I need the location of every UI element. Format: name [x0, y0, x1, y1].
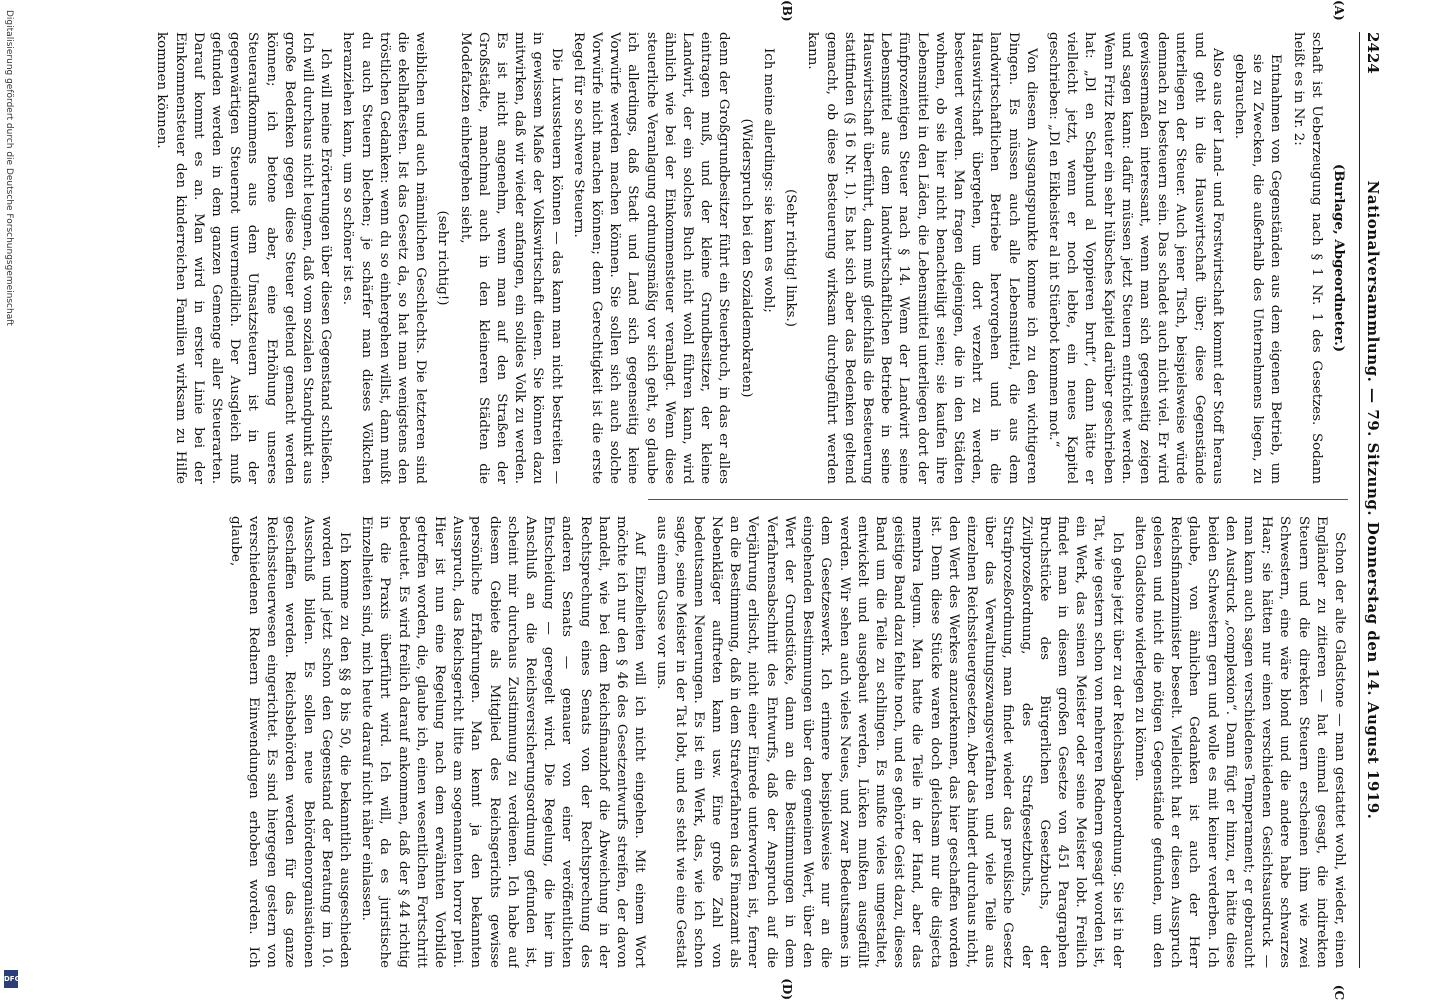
paragraph: denn der Großgrundbesitzer führt ein Steuerbuch, in das er alles eintragen muß, und der kleine Grundbesitzer, der kleine Landwirt, der ein solches Buch nicht wohl führen kann, wird ähnlich wie bei der Einkommensteuer veranlagt. Wenn diese steuerliche Veranlagung ordnungsmäßig vor sich geht, so glaube ich allerdings, daß Stadt und Land sich gegenseitig keine Vorwürfe werden machen können. Sie sollen sich auch solche Vorwürfe nicht machen können; denn Gerechtigkeit ist die erste Regel für so schwere Steuern.: [570, 32, 732, 484]
margin-marker-c: (C: [1332, 984, 1346, 1000]
column-divider: [648, 499, 1348, 500]
paragraph: Ich meine allerdings: sie kann es wohl;: [760, 48, 776, 313]
paragraph: Also aus der Land- und Forstwirtschaft kommt der Stoff heraus und geht in die Hauswirtschaft über; diese Gegenstände unterliegen der Steuer. Auch jener Tisch, beispielsweise würde demnach zu besteuern sein. Das schadet auch nicht viel. Er wird gewissermaßen interessant, wenn man sich gegenseitig zeigen und sagen kann: dafür müssen jetzt Steuern entrichtet werden. Wenn Fritz Reuter ein sehr hübsches Kapitel darüber geschrieben hat: „Dl en Schaphund al Voppieren bruft“, dann hätte er vielleicht jetzt, wenn er noch lebte, ein neues Kapitel geschrieben: „Dl en Eikheister al int Stüerbot kommen mot.“: [1045, 32, 1225, 484]
page-title: Nationalversammlung. — 79. Sitzung. Donnerstag den 14. August 1919.: [1364, 180, 1382, 820]
paragraph: Ich gehe jetzt über zu der Reichsabgabenordnung. Sie ist in der Tat, wie gestern schon von mehreren Rednern gesagt worden ist, ein Werk, das seinen Meister oder seine Meister lobt. Freilich findet man in diesem großen Gesetze von 451 Paragraphen Bruchstücke des Bürgerlichen Gesetzbuchs, der Zivilprozeßordnung, des Strafgesetzbuchs, der Strafprozeßordnung, man findet wieder das preußische Gesetz über das Verwaltungszwangsverfahren und viele Teile aus einzelnen Reichssteuergesetzen. Aber das hindert durchaus nicht, den Wert des Werkes anzuerkennen, das hier geschaffen worden ist. Denn diese Stücke waren doch gleichsam nur die disjecta membra legum. Man hatte die Teile in der Hand, aber das geistige Band dazu fehlte noch, und es gehörte Geist dazu, dieses Band um die Teile zu schlingen. Es mußte vieles umgestaltet, entwickelt und ausgebaut werden, Lücken mußten ausgefüllt werden. Wir sehen auch vieles Neues, und zwar Bedeutsames in dem Gesetzeswerk. Ich erinnere beispielsweise nur an die eingehenden Bestimmungen über den gemeinen Wert, über den Wert der Grundstücke, dann an die Bestimmungen in dem Verfahrensabschnitt des Entwurfs, daß der Anspruch auf die Verjährung erlischt, nicht einer Einrede unterworfen ist, ferner an die Bestimmung, daß in dem Strafverfahren das Finanzamt als Nebenkläger auftreten kann usw. Eine große Zahl von bedeutsamen Neuerungen. Es ist ein Werk, das, wie ich schon sagte, seine Meister in der Tat lobt, und es steht wie eine Gestalt aus einem Gusse vor uns.: [654, 516, 1125, 968]
speaker-line: [1329, 32, 1348, 484]
interjection: (Widerspruch bei den Sozialdemokraten): [738, 118, 754, 398]
paragraph: schaft ist Ueberzeugung nach § 1 Nr. 1 des Gesetzes. Sodann heißt es in Nr. 2:: [1290, 32, 1324, 484]
paragraph: Schon der alte Gladstone — man gestattet wohl, wieder, einen Engländer zu zitieren — hat einmal gesagt, die indirekten Steuern und die direkten Steuern erscheinen ihm wie zwei Schwestern, eine wäre blond und die andere habe schwarzes Haar; sie hätten nur einen verschiedenen Gesichtsausdruck — man kann auch sagen verschiedenes Temperament; er gebraucht den Ausdruck „complexion“. Dann fügt er hinzu, er hätte diese beiden Schwestern gern und wolle es mit keiner verderben. Ich glaube, von ähnlichen Gedanken ist auch der Herr Reichsfinanzminister beseelt. Vielleicht hat er diesen Ausspruch gelesen und nicht die nötigen Gegenstände gefunden, um den alten Gladstone widerlegen zu können.: [1131, 516, 1347, 968]
text-columns: [64, 32, 1348, 968]
dfg-logo-icon: DFG: [4, 970, 18, 988]
speaker-name: (Burlage, Abgeordneter.): [1331, 163, 1347, 353]
left-column: [64, 32, 1348, 484]
interjection: (sehr richtig!): [435, 210, 451, 306]
paragraph: Die Luxussteuern können — das kann man nicht bestreiten — in gewissem Maße der Volkswirtschaft dienen. Sie können dazu mitwirken, daß wir wieder anfangen, ein solides Volk zu werden. Es ist nicht angenehm, wenn man auf den Straßen der Großstädte, manchmal auch in den kleineren Städten die Modefatzen einhergehen sieht,: [457, 32, 564, 484]
rotated-page: [54, 0, 1394, 1000]
paragraph: Auf Einzelheiten will ich nicht eingehen. Mit einem Wort möchte ich nur den § 46 des Gesetzentwurfs streifen, der davon handelt, wie bei dem Reichsfinanzhof die Abweichung in der Rechtsprechung eines Senats von der Rechtsprechung des anderen Senats — genauer von einer veröffentlichten Entscheidung — geregelt wird. Die Regelung, die hier im Anschluß an die Reichsversicherungsordnung gefunden ist, scheint mir durchaus Zustimmung zu verdienen. Ich habe auf diesem Gebiete als Mitglied des Reichsgerichts gewisse persönliche Erfahrungen. Man kennt ja den bekannten Ausspruch, das Reichsgericht litte am sogenannten horror pleni. Hier ist nun eine Regelung nach dem erwähnten Vorbilde getroffen worden, die, glaube ich, einen wesentlichen Fortschritt bedeutet. Es wird freilich darauf ankommen, daß der § 44 richtig in die Praxis überführt wird. Ich will, da es juristische Einzelheiten sind, mich heute darauf nicht näher einlassen.: [359, 516, 648, 968]
margin-marker-d: (D): [780, 978, 794, 1000]
margin-marker-a: (A): [1332, 0, 1346, 21]
paragraph: Von diesem Ausgangspunkte komme ich zu den wichtigeren Dingen. Es müssen auch alle Lebensmittel, die aus dem landwirtschaftlichen Betriebe hervorgehen und in die Hauswirtschaft übergehen, um dort verzehrt zu werden, besteuert werden. Man fragen diejenigen, die in den Städten wohnen, ob sie hier nicht benachteiligt seien; sie kaufen ihre Lebensmittel in den Läden, die Lebensmittel unterliegen dort der fünfprozentigen Steuer nach § 14. Wenn der Landwirt seine Lebensmittel aus dem landwirtschaftlichen Betriebe in seine Hauswirtschaft überführt, dann muß gleichfalls die Besteuerung stattfinden (§ 16 Nr. 1). Es hat sich aber das Bedenken geltend gemacht, ob diese Besteuerung wirksam durchgeführt werden kann.: [805, 32, 1039, 484]
digitization-footer: [2, 10, 20, 990]
page-number: 2424: [1364, 32, 1382, 74]
margin-marker-b: (B): [780, 0, 794, 22]
paragraph: Ich komme zu den §§ 8 bis 50, die bekanntlich ausgeschieden worden und jetzt schon den Gegenstand der Beratung im 10. Ausschuß bilden. Es sollen neue Behördenorganisationen geschaffen werden. Reichsbehörden werden für das ganze Reichssteuerwesen eingerichtet. Es sind hiergegen gestern von verschiedenen Rednern Einwendungen erhoben worden. Ich glaube,: [227, 516, 353, 968]
right-column: [64, 516, 1348, 968]
quote: Entnahmen von Gegenständen aus dem eigenen Betrieb, um sie zu Zwecken, die außerhalb des Unternehmens liegen, zu gebrauchen.: [1231, 54, 1284, 484]
page-header: [1359, 32, 1384, 968]
interjection: (Sehr richtig! links.): [783, 189, 799, 327]
paragraph: Ich will meine Erörterungen über diesen Gegenstand schließen. Ich will durchaus nicht leugnen, daß vom sozialen Standpunkt aus große Bedenken gegen diese Steuer geltend gemacht werden können; ich betone aber, eine Erhöhung unseres Steueraufkommens aus dem Umsatzsteuern ist in der gegenwärtigen Steuernot unvermeidlich. Der Ausgleich muß gefunden werden in dem ganzen Gemenge aller Steuerarten. Darauf kommt es an. Man wird in erster Linie bei der Einkommensteuer den kinderreichen Familien wirksam zu Hilfe kommen können.: [154, 32, 334, 484]
digitization-credit: Digitalisierung gefördert durch die Deutsche Forschungsgemeinschaft: [4, 10, 14, 326]
paragraph: weiblichen und auch männlichen Geschlechts. Die letzteren sind die ekelhaftesten. Ist das Gesetz da, so hat man wenigstens den tröstlichen Gedanken: wenn du so einhergehen willst, dann mußt du auch Steuern blechen; je schärfer man dieses Völkchen heranziehen kann, um so schöner ist es.: [340, 32, 429, 484]
